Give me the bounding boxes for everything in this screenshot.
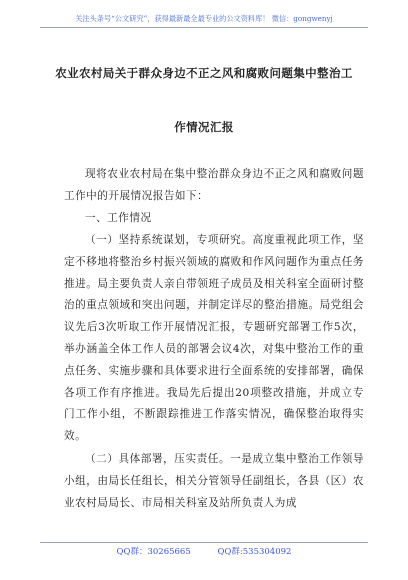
footer-divider bbox=[40, 542, 368, 543]
paragraph-systematic-planning: （一）坚持系统谋划，专项研究。高度重视此项工作，坚定不移地将整治乡村振兴领域的腐败和作风问题作为重点任务推进。局主要负责人亲自带领班子成员及相关科室全面研讨整治的重点领域和突出问题，并制定详尽的整治措施。局党组会议先后3次听取工作开展情况汇报，专题研究部署工作5次，举办涵盖全体工作人员的部署会议4次，对集中整治工作的重点任务、实施步骤和具体要求进行全面系统的安排部署，确保各项工作有序推进。我局先后提出20项整改措施，并成立专门工作小组，不断跟踪推进工作落实情况，确保整治取得实效。 bbox=[64, 234, 364, 443]
section-heading-work-status: 一、工作情况 bbox=[85, 212, 152, 224]
footer-qq-group-2: QQ群:535304092 bbox=[217, 547, 292, 557]
header-divider bbox=[40, 27, 368, 28]
intro-paragraph: 现将农业农村局在集中整治群众身边不正之风和腐败问题工作中的开展情况报告如下： bbox=[64, 168, 364, 202]
paragraph-specific-deployment: （二）具体部署，压实责任。一是成立集中整治工作领导小组，由局长任组长，相关分管领导任副组长，各县（区）农业农村局局长、市局相关科室及站所负责人为成 bbox=[64, 453, 364, 509]
document-title-line-2: 作情况汇报 bbox=[174, 120, 234, 134]
document-title-line-1: 农业农村局关于群众身边不正之风和腐败问题集中整治工 bbox=[55, 66, 353, 80]
footer-qq-group-1: QQ群：30265665 bbox=[116, 547, 191, 557]
footer-contact bbox=[0, 546, 408, 558]
header-promo-text: 关注头条号“公文研究”，获得最新最全最专业的公文资料库！ 微信：gongwenyj bbox=[75, 14, 333, 23]
